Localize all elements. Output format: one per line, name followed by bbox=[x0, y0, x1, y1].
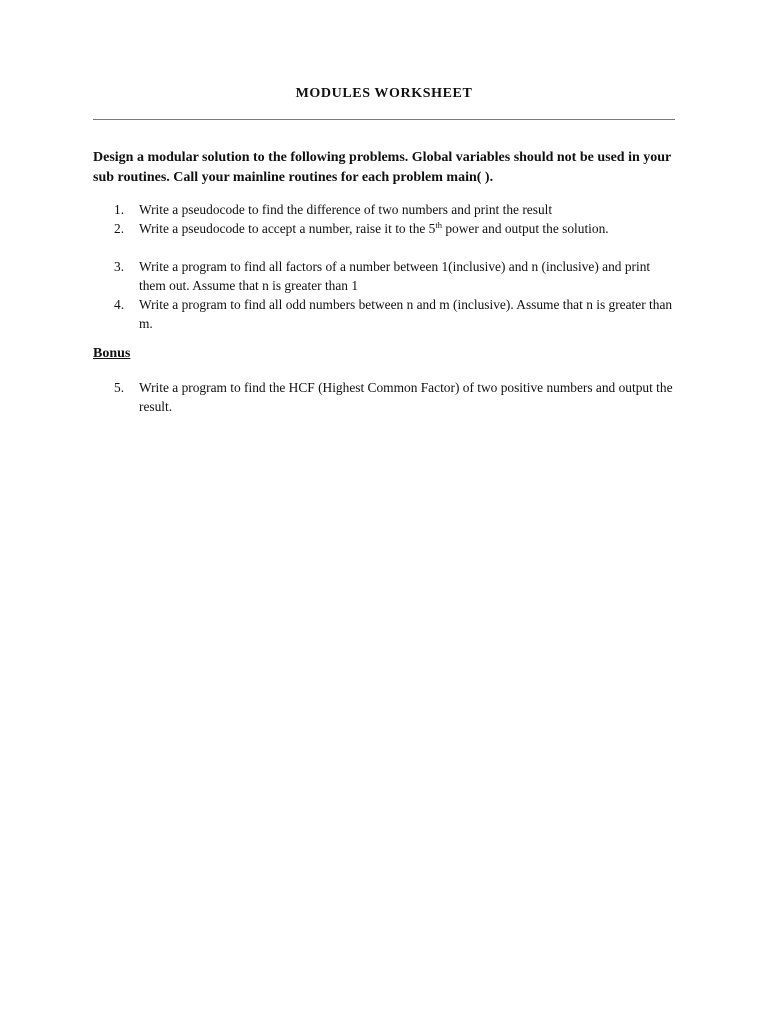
problem-list bbox=[0, 200, 768, 333]
item-number: 2. bbox=[114, 221, 125, 236]
instructions-paragraph: Design a modular solution to the following problems. Global variables should not be used in your sub routines. Call your mainline routines for each problem main( ). bbox=[93, 150, 671, 185]
item-text: Write a program to find the HCF (Highest Common Factor) of two positive numbers and output the result. bbox=[139, 380, 673, 414]
item-text-start: Write a pseudocode to accept a number, raise it to the 5 bbox=[139, 221, 436, 236]
item-text-end: power and output the solution. bbox=[442, 221, 609, 236]
list-item bbox=[0, 257, 679, 295]
list-item bbox=[0, 295, 679, 333]
list-item bbox=[0, 378, 679, 416]
bonus-heading: Bonus bbox=[93, 346, 131, 361]
item-text bbox=[139, 221, 609, 236]
item-text: Write a program to find all factors of a number between 1(inclusive) and n (inclusive) and print them out. Assume that n is greater than 1 bbox=[139, 259, 651, 293]
list-item bbox=[0, 200, 679, 219]
title-divider bbox=[93, 119, 675, 120]
item-number: 1. bbox=[114, 202, 125, 217]
item-number: 4. bbox=[114, 297, 125, 312]
item-text: Write a program to find all odd numbers between n and m (inclusive). Assume that n is greater than m. bbox=[139, 297, 673, 331]
item-number: 5. bbox=[114, 380, 125, 395]
item-text: Write a pseudocode to find the difference of two numbers and print the result bbox=[139, 202, 553, 217]
item-number: 3. bbox=[114, 259, 125, 274]
list-item bbox=[0, 219, 679, 257]
bonus-list bbox=[0, 378, 768, 416]
page-title: MODULES WORKSHEET bbox=[295, 86, 473, 101]
ordinal-superscript: th bbox=[435, 220, 443, 230]
